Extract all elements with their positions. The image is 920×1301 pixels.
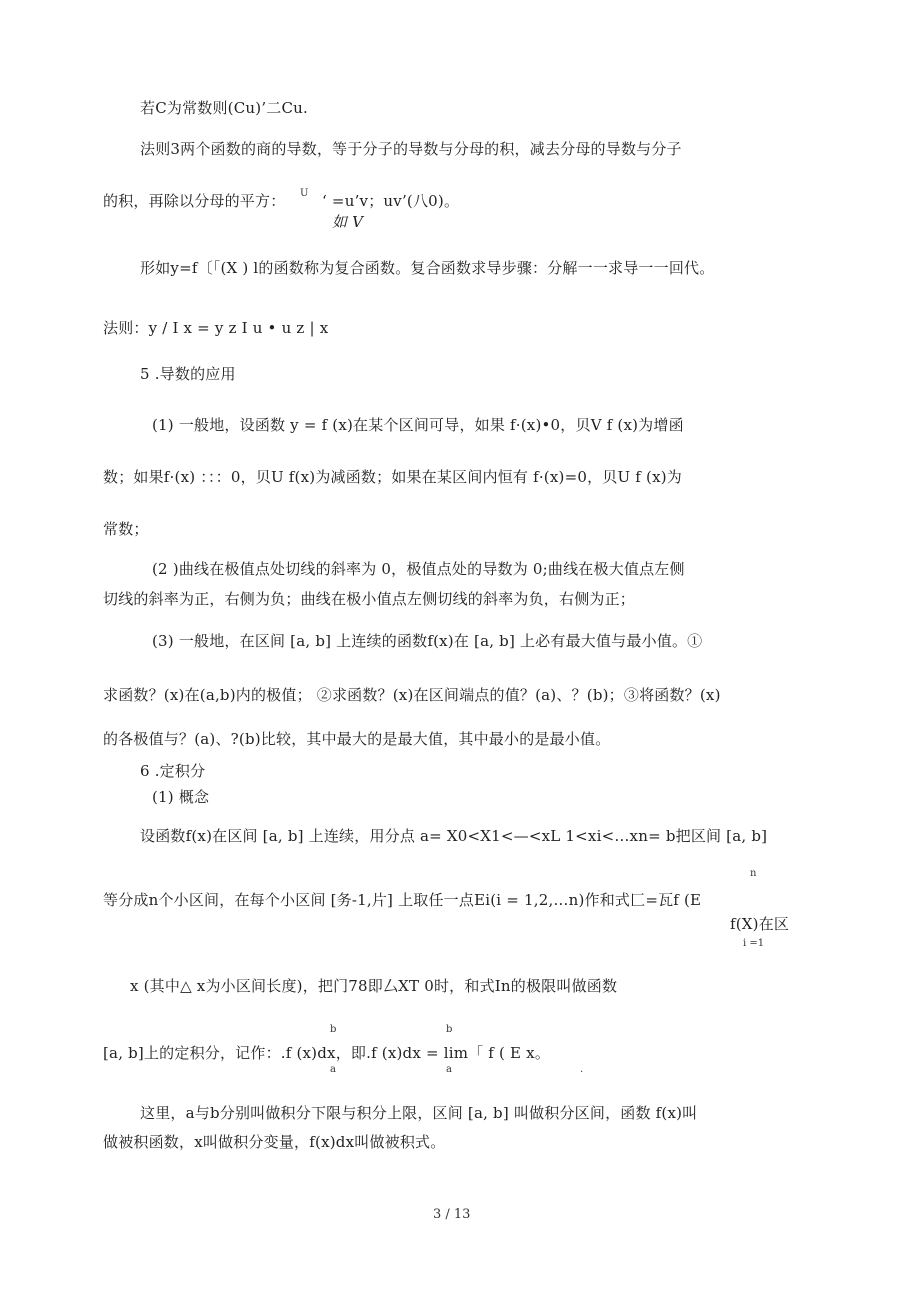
formula-denominator: 如 V <box>332 213 364 231</box>
integral-lower-limit: a <box>330 1064 336 1075</box>
limit-subscript: . <box>580 1064 584 1075</box>
text-line: 等分成n个小区间，在每个小区间 [务-1,片] 上取任一点Ei(i = 1,2,…n)作和式匚=瓦f (E <box>103 891 702 909</box>
text-line: 设函数f(x)在区间 [a, b] 上连续，用分点 a= X0<X1<—<xL 1<xi<…xn= b把区间 [a, b] <box>140 827 768 845</box>
section-heading: 5 .导数的应用 <box>140 365 236 383</box>
integral-definition: [a, b]上的定积分，记作：.f (x)dx，即.f (x)dx = lim「 f ( E x。 <box>103 1044 551 1062</box>
integral-lower-limit: a <box>446 1064 452 1075</box>
integral-upper-limit: b <box>330 1024 337 1035</box>
text-line: (2 )曲线在极值点处切线的斜率为 0，极值点处的导数为 0;曲线在极大值点左侧 <box>152 560 685 578</box>
integral-upper-limit: b <box>446 1024 453 1035</box>
page-number: 3 / 13 <box>433 1207 471 1222</box>
text-line: 求函数？(x)在(a,b)内的极值； ②求函数？(x)在区间端点的值？(a)、？(b)；③将函数？(x) <box>103 686 721 704</box>
subsection-heading: (1) 概念 <box>152 788 210 806</box>
text-line: 的各极值与？(a)、?(b)比较，其中最大的是最大值，其中最小的是最小值。 <box>103 730 611 748</box>
text-line: 的积，再除以分母的平方： <box>103 192 286 210</box>
text-line: (1) 一般地，设函数 y = f (x)在某个区间可导，如果 f·(x)•0，贝V f (x)为增函 <box>152 416 684 434</box>
text-line: 法则3两个函数的商的导数，等于分子的导数与分母的积，减去分母的导数与分子 <box>140 140 682 158</box>
text-line: 数；如果f·(x) ：：：0，贝U f(x)为减函数；如果在某区间内恒有 f·(x)=0，贝U f (x)为 <box>103 468 682 486</box>
text-line: 若C为常数则(Cu)’二Cu. <box>140 99 308 117</box>
section-heading: 6 .定积分 <box>140 762 206 780</box>
text-line: (3) 一般地，在区间 [a, b] 上连续的函数f(x)在 [a, b] 上必有最大值与最小值。① <box>152 632 703 650</box>
text-line: 切线的斜率为正，右侧为负；曲线在极小值点左侧切线的斜率为负，右侧为正； <box>103 590 636 608</box>
text-line: f(X)在区 <box>730 915 790 933</box>
text-line: 形如y=f〔「(X ) l的函数称为复合函数。复合函数求导步骤：分解一一求导一一回代。 <box>140 259 715 277</box>
text-line: 做被积函数，x叫做积分变量，f(x)dx叫做被积式。 <box>103 1133 446 1151</box>
text-line: x (其中△ x为小区间长度)，把门78即厶XT 0时，和式In的极限叫做函数 <box>130 977 618 995</box>
text-line: ‘ =u’v；uv’(八0)。 <box>322 192 460 210</box>
superscript: U <box>300 188 309 199</box>
sum-upper-limit: n <box>750 868 757 879</box>
text-line: 常数； <box>103 520 149 538</box>
chain-rule-formula: 法则：y / I x = y z I u • u z | x <box>103 319 329 337</box>
text-line: 这里，a与b分别叫做积分下限与积分上限，区间 [a, b] 叫做积分区间，函数 f(x)叫 <box>140 1104 698 1122</box>
sum-lower-limit: i =1 <box>743 938 765 949</box>
